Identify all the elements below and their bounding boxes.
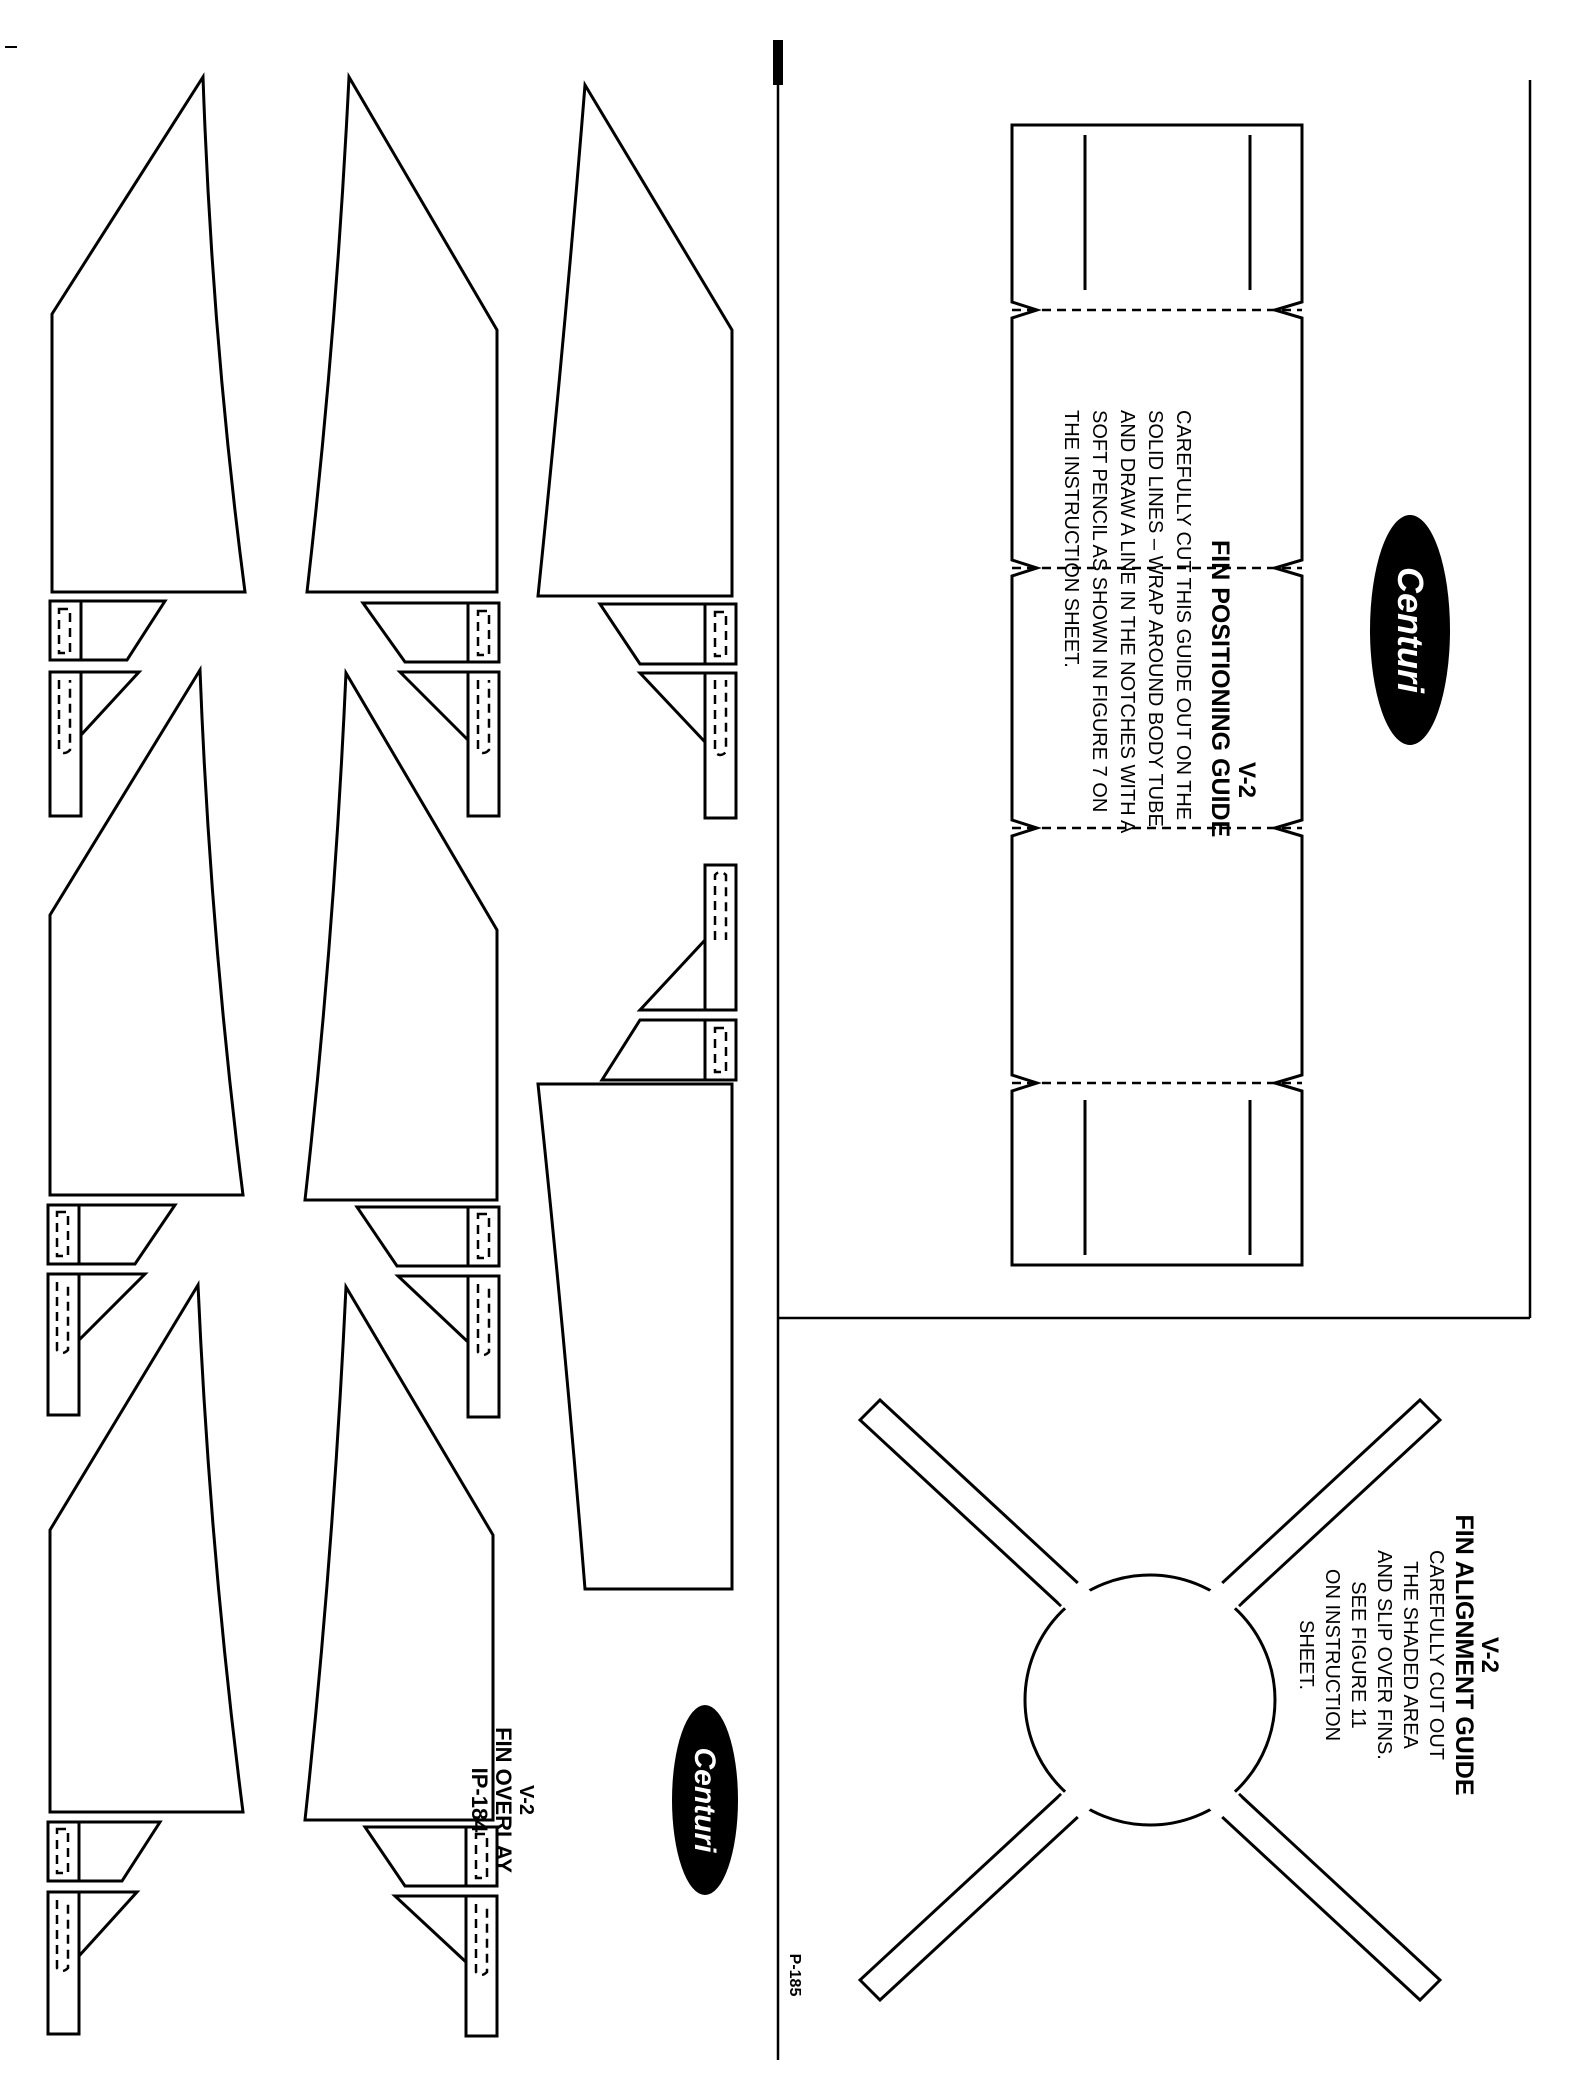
positioning-guide-line-3: AND DRAW A LINE IN THE NOTCHES WITH A [1116,410,1138,834]
positioning-guide-model: V-2 [1233,761,1260,799]
fin-piece [538,865,736,1589]
fin-piece [50,77,245,816]
fin-piece [305,673,499,1417]
positioning-guide-line-4: SOFT PENCIL AS SHOWN IN FIGURE 7 ON [1088,410,1110,813]
logo-text: Centuri [688,1747,721,1853]
centuri-logo-bottom [672,1705,738,1895]
fin-overlay-title: FIN OVERLAY [491,1727,516,1873]
logo-text: Centuri [1390,567,1431,693]
positioning-guide-line-1: CAREFULLY CUT THIS GUIDE OUT ON THE [1172,410,1194,821]
fin-cutouts [48,77,736,2036]
fin-piece [307,77,499,816]
page-number: P-185 [786,1953,803,1997]
positioning-guide-line-2: SOLID LINES – WRAP AROUND BODY TUBE [1144,410,1166,827]
page-number-group [786,1954,803,1997]
positioning-guide-line-5: THE INSTRUCTION SHEET. [1060,410,1082,668]
positioning-guide-text [1060,410,1260,837]
fin-alignment-guide [860,1400,1503,2000]
alignment-guide-line-3: AND SLIP OVER FINS. [1373,1550,1395,1760]
alignment-guide-text [1295,1514,1503,1795]
alignment-guide-model: V-2 [1476,1636,1503,1674]
alignment-guide-line-1: CAREFULLY CUT OUT [1425,1549,1447,1761]
alignment-guide-title: FIN ALIGNMENT GUIDE [1450,1514,1478,1796]
alignment-guide-line-6: SHEET. [1295,1619,1317,1691]
fin-positioning-guide [1012,125,1302,1265]
fin-overlay-model: V-2 [515,1784,537,1816]
positioning-guide-title: FIN POSITIONING GUIDE [1206,540,1234,838]
alignment-guide-line-4: SEE FIGURE 11 [1347,1581,1369,1729]
fin-overlay-part-number: IP-184 [467,1767,492,1833]
alignment-guide-line-2: THE SHADED AREA [1399,1561,1421,1749]
alignment-guide-line-5: ON INSTRUCTION [1321,1568,1343,1742]
fin-piece [48,670,243,1415]
fin-piece [48,1285,243,2034]
centuri-logo-top [1370,515,1450,745]
fin-overlay-label [467,1727,537,1873]
fin-piece [538,85,736,818]
